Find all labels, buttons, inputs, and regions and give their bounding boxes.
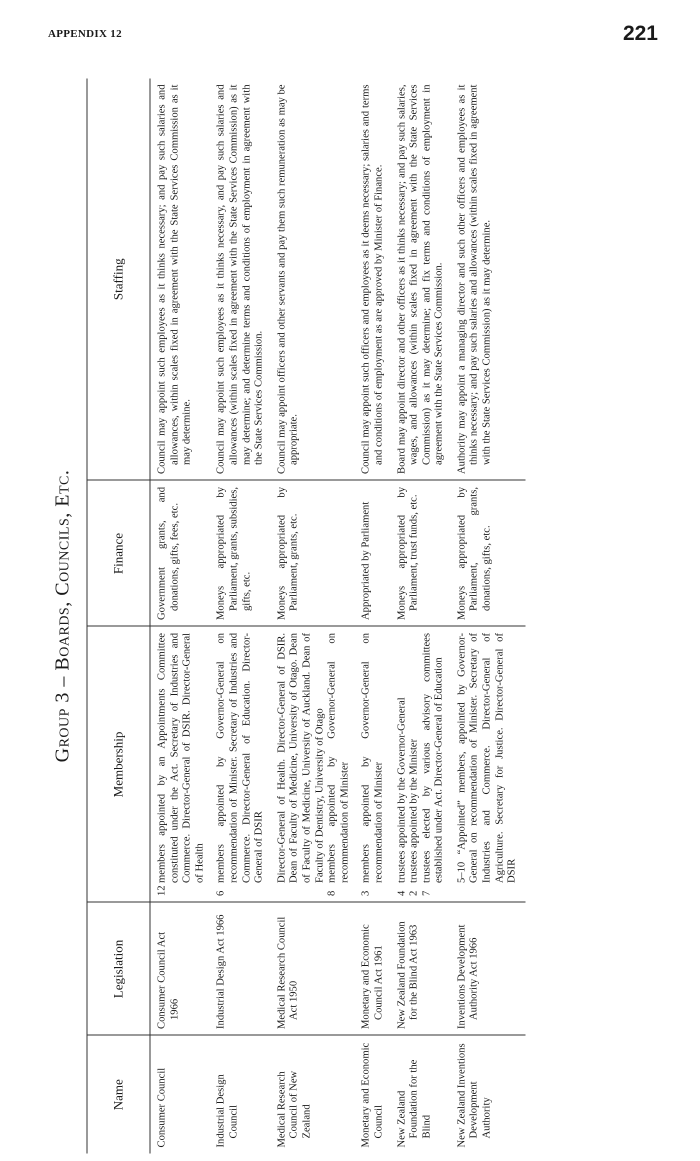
membership-text: Director-General of Health. Director-General of DSIR. Dean of Faculty of Medicine, University of Otago. Dean of Faculty of Medicine, University of Auckland. Dean of Faculty of Dentistry, University of Otago xyxy=(275,632,325,883)
body-name-text: Monetary and Economic Council xyxy=(360,1042,384,1147)
finance-text: Moneys appropriated by Parliament, grants, donations, gifts, etc. xyxy=(455,486,493,620)
staffing-text: Council may appoint such employees as it thinks necessary; and pay such salaries and allowances, within scales fixed in agreement with the State Services Commission as it may determine. xyxy=(156,84,193,474)
column-header-name: Name xyxy=(87,1035,150,1153)
staffing-text: Council may appoint officers and other servants and pay them such remuneration as may be appropriate. xyxy=(275,84,300,474)
membership-entry xyxy=(408,633,421,896)
cell-legislation xyxy=(209,902,269,1035)
table-body xyxy=(150,78,525,1153)
cell-membership xyxy=(450,626,525,902)
membership-count xyxy=(276,883,326,896)
table-row xyxy=(270,78,355,1153)
cell-staffing xyxy=(354,78,389,480)
body-name-text: Industrial Design Council xyxy=(215,1073,239,1147)
body-name-text: New Zealand Foundation for the Blind xyxy=(395,1059,432,1147)
membership-count: 8 xyxy=(326,890,338,896)
membership-entry xyxy=(396,633,409,896)
staffing-text: Council may appoint such employees as it thinks necessary, and pay such salaries and allowances (within scales fixed in agreement with the State Services Commission) as it may determine; and determine terms and conditions of employment in agreement with the State Services Commission. xyxy=(215,84,265,474)
membership-text: trustees appointed by the Governor-General xyxy=(395,696,407,883)
membership-text: trustees appointed by the Minister xyxy=(408,738,420,883)
cell-name xyxy=(354,1035,389,1153)
cell-name xyxy=(450,1035,525,1153)
membership-text: 5–10 “Appointed” members, appointed by Governor-General on recommendation of Minister. Secretary of Industries and Commerce. Director-General of Agriculture. Secretary for Justice. Director-General of DSIR xyxy=(455,632,518,883)
table-row xyxy=(209,78,269,1153)
membership-text: members appointed by Governor-General on recommendation of Minister. Secretary of Industries and Commerce. Director-General of Education. Director-General of DSIR xyxy=(215,632,265,883)
column-header-legislation: Legislation xyxy=(87,902,150,1035)
cell-finance xyxy=(150,480,210,626)
cell-membership xyxy=(270,626,355,902)
cell-legislation xyxy=(270,902,355,1035)
table-header-row xyxy=(87,78,150,1153)
membership-count: 7 xyxy=(420,890,432,896)
body-name-text: Medical Research Council of New Zealand xyxy=(275,1070,312,1147)
cell-name xyxy=(209,1035,269,1153)
membership-count: 3 xyxy=(360,890,372,896)
legislation-text: Medical Research Council Act 1950 xyxy=(275,916,300,1029)
cell-staffing xyxy=(270,78,355,480)
body-name-text: Consumer Council xyxy=(156,1067,167,1147)
membership-count xyxy=(456,883,519,896)
running-head: APPENDIX 12 xyxy=(48,28,122,40)
membership-entry xyxy=(215,633,265,896)
legislation-text: Consumer Council Act 1966 xyxy=(156,931,180,1029)
cell-staffing xyxy=(209,78,269,480)
cell-finance xyxy=(390,480,450,626)
membership-count: 4 xyxy=(395,890,407,896)
membership-entry xyxy=(421,633,446,896)
table-row xyxy=(354,78,389,1153)
cell-finance xyxy=(354,480,389,626)
staffing-text: Authority may appoint a managing director and such other officers and employees as it thinks necessary; and pay such salaries and allowances (within scales fixed in agreement with the State Services Commission) as it may determine. xyxy=(455,84,493,474)
membership-text: members appointed by Governor-General on recommendation of Minister xyxy=(360,632,384,883)
cell-membership xyxy=(354,626,389,902)
column-header-staffing: Staffing xyxy=(87,78,150,480)
cell-legislation xyxy=(450,902,525,1035)
cell-membership xyxy=(390,626,450,902)
cell-staffing xyxy=(150,78,210,480)
finance-text: Moneys appropriated by Parliament, trust funds, etc. xyxy=(395,486,420,620)
finance-text: Moneys appropriated by Parliament, grants, etc. xyxy=(275,486,300,620)
column-header-finance: Finance xyxy=(87,480,150,626)
column-header-membership: Membership xyxy=(87,626,150,902)
membership-text: members appointed by an Appointments Committee constituted under the Act. Secretary of Industries and Commerce. Director-General of DSIR. Director-General of Health xyxy=(156,632,205,883)
membership-count: 12 xyxy=(156,884,167,896)
membership-entry xyxy=(156,633,206,896)
body-name-text: New Zealand Inventions Development Authority xyxy=(455,1042,493,1147)
membership-count: 6 xyxy=(215,890,227,896)
cell-legislation xyxy=(354,902,389,1035)
legislation-text: New Zealand Foundation for the Blind Act 1963 xyxy=(395,920,420,1029)
finance-text: Moneys appropriated by Parliament, grants, subsidies, gifts, etc. xyxy=(215,486,252,620)
cell-membership xyxy=(150,626,210,902)
legislation-text: Monetary and Economic Council Act 1961 xyxy=(360,923,384,1029)
cell-finance xyxy=(450,480,525,626)
legislation-text: Inventions Development Authority Act 1966 xyxy=(455,924,480,1029)
legislation-text: Industrial Design Act 1966 xyxy=(215,914,227,1029)
cell-legislation xyxy=(150,902,210,1035)
cell-legislation xyxy=(390,902,450,1035)
table-row xyxy=(150,78,210,1153)
cell-finance xyxy=(209,480,269,626)
rotated-table-page xyxy=(42,78,660,1153)
cell-membership xyxy=(209,626,269,902)
staffing-text: Board may appoint director and other officers as it thinks necessary; and pay such salaries, wages, and allowances (within scales fixed in agreement with the State Services Commission) as it may determine; and fix terms and conditions of employment in agreement with the State Services Commission. xyxy=(395,84,445,474)
membership-entry xyxy=(326,633,351,896)
cell-staffing xyxy=(450,78,525,480)
cell-staffing xyxy=(390,78,450,480)
cell-finance xyxy=(270,480,355,626)
membership-entry xyxy=(276,633,326,896)
membership-text: members appointed by Governor-General on recommendation of Minister xyxy=(326,632,350,883)
cell-name xyxy=(150,1035,210,1153)
cell-name xyxy=(390,1035,450,1153)
group-title: Group 3 – Boards, Councils, Etc. xyxy=(51,469,73,762)
finance-text: Government grants, and donations, gifts, fees, etc. xyxy=(156,486,180,620)
membership-entry xyxy=(456,633,519,896)
table-row xyxy=(450,78,525,1153)
page-number: 221 xyxy=(622,22,658,45)
cell-name xyxy=(270,1035,355,1153)
staffing-text: Council may appoint such officers and employees as it deems necessary; salaries and terms and conditions of employment as are approved by Minister of Finance. xyxy=(360,84,384,474)
membership-entry xyxy=(360,633,385,896)
finance-text: Appropriated by Parliament xyxy=(360,501,372,620)
table-row xyxy=(390,78,450,1153)
boards-councils-table xyxy=(86,78,525,1153)
membership-text: trustees elected by various advisory committees established under Act. Director-General of Education xyxy=(420,632,445,883)
membership-count: 2 xyxy=(408,890,420,896)
